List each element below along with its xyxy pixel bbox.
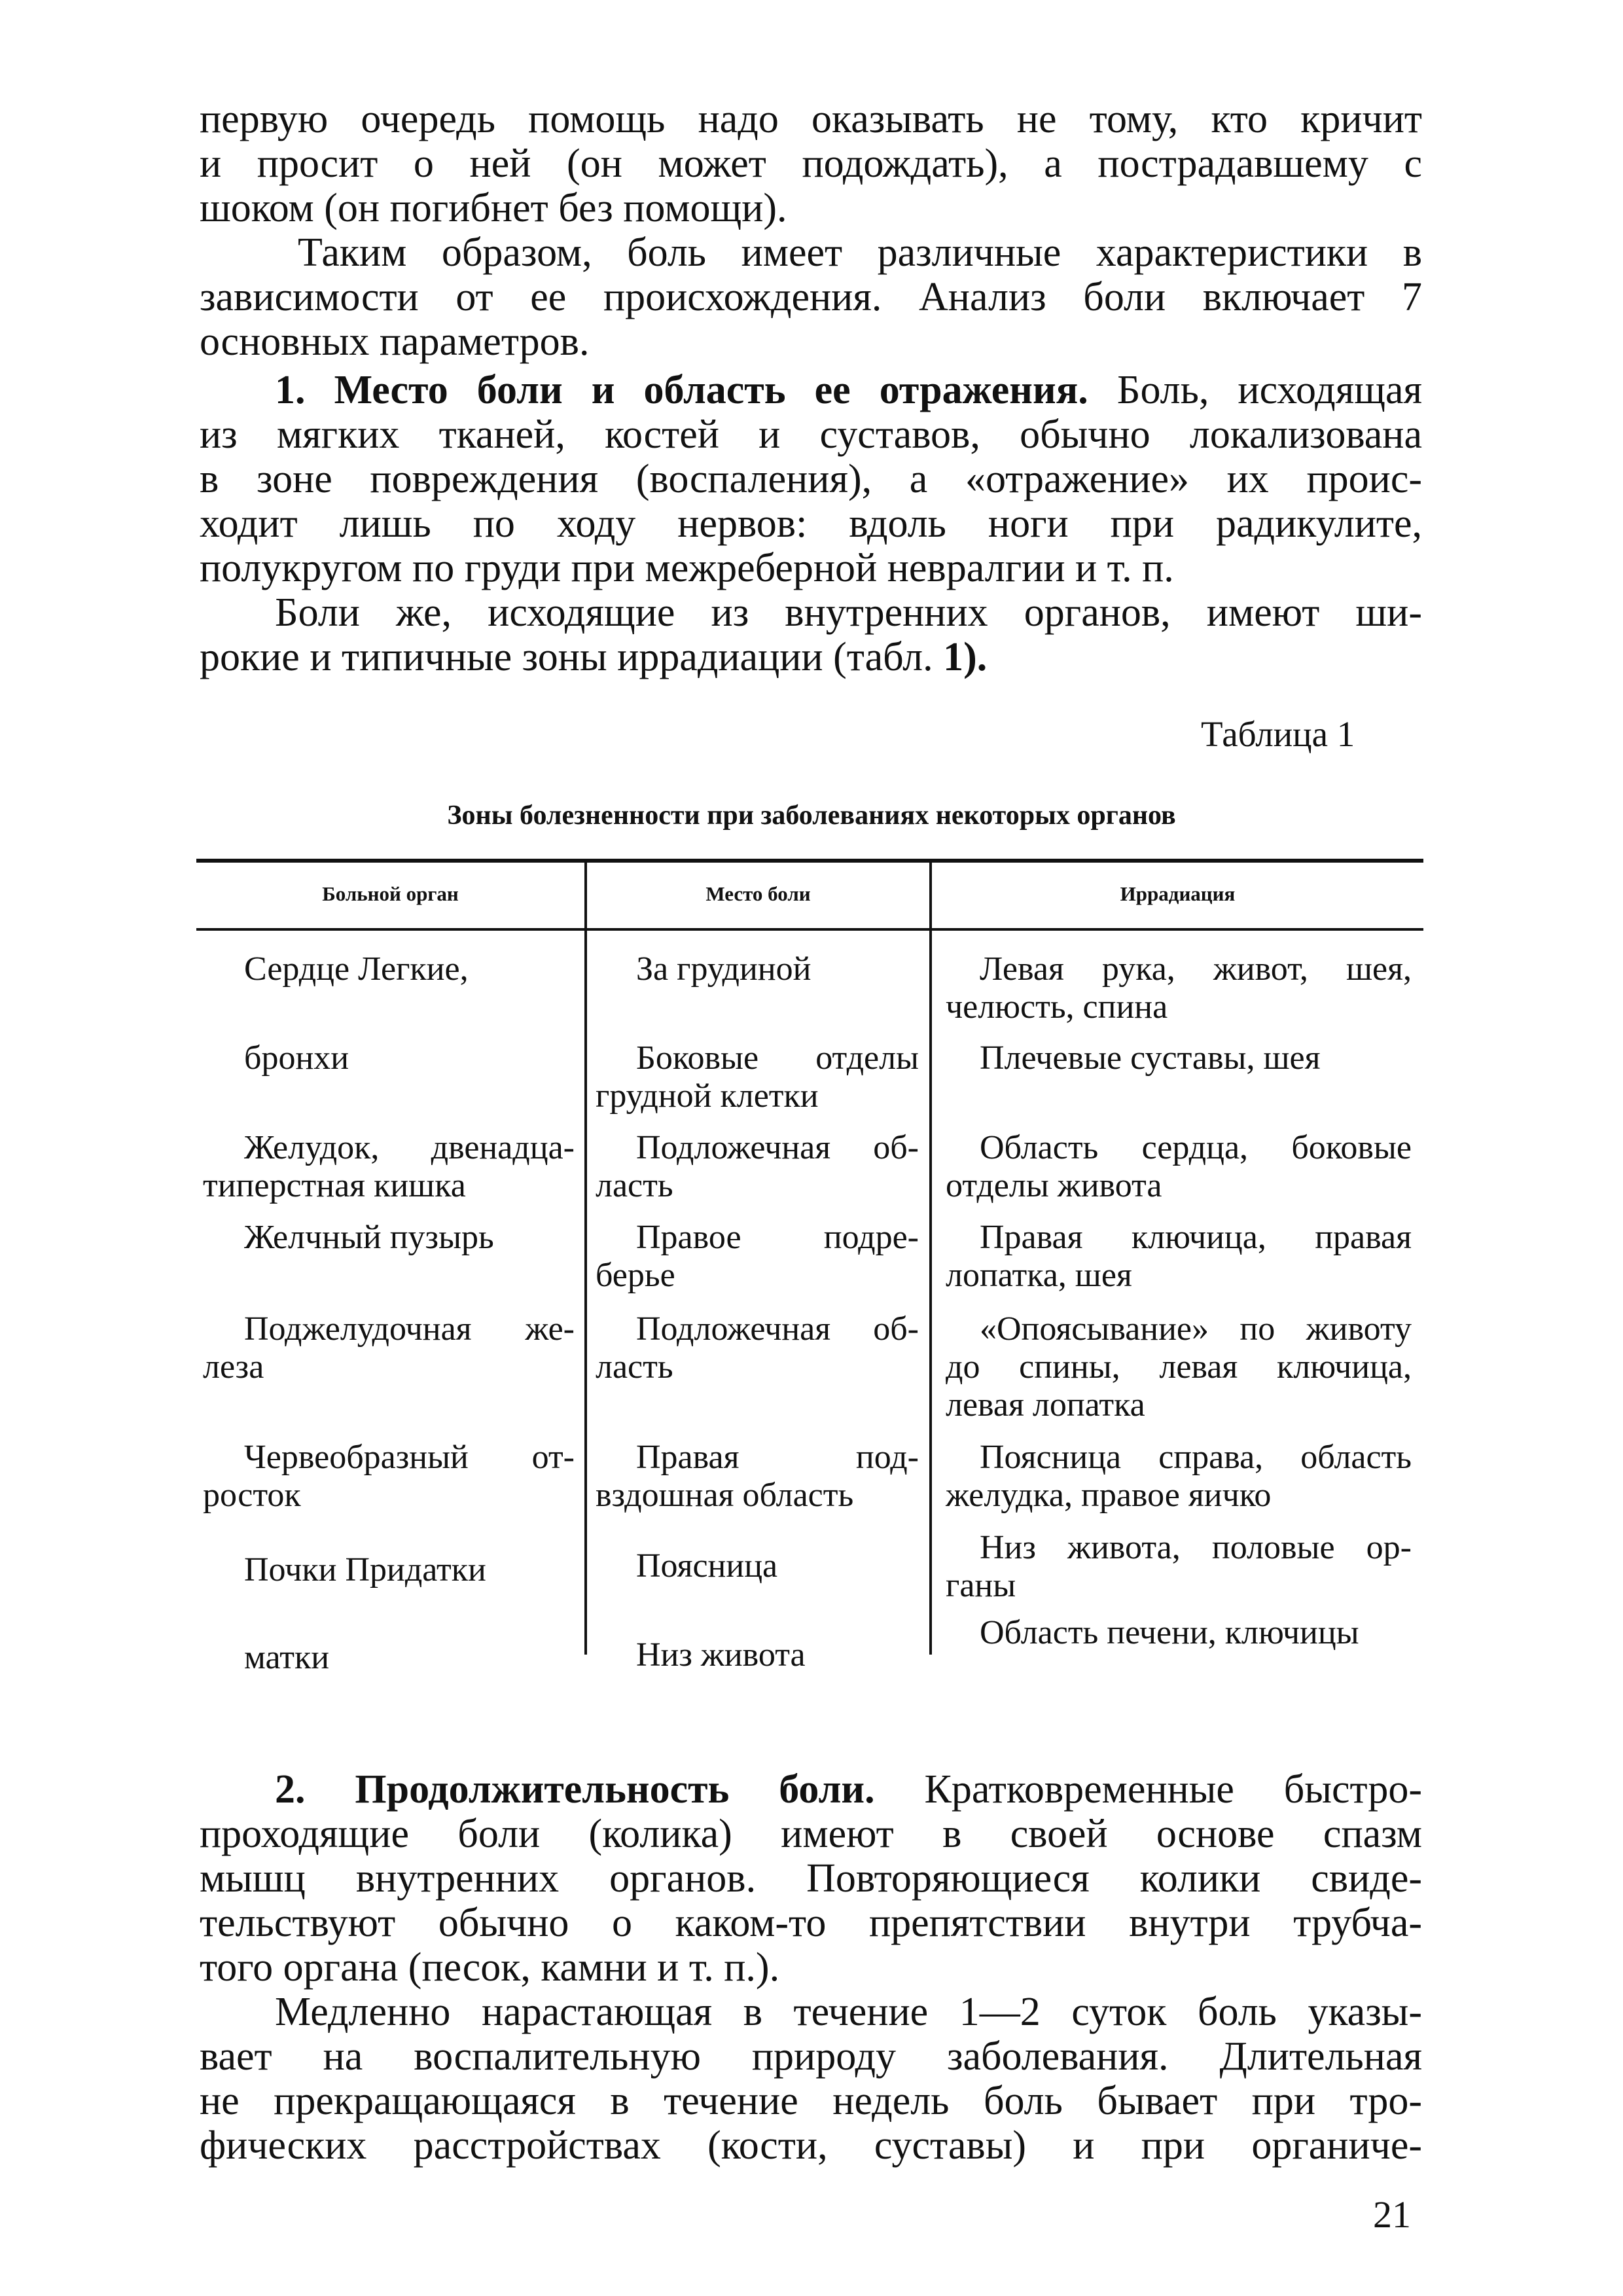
slow-line-4: фических расстройствах (кости, суставы) и при органиче-	[200, 2123, 1422, 2168]
section2-line-5: того органа (песок, камни и т. п.).	[200, 1945, 780, 1990]
pain-site-cell: Подложечная об-	[636, 1310, 919, 1348]
section2-line-3: мышц внутренних органов. Повторяющиеся колики свиде-	[200, 1856, 1422, 1901]
section1-line-5: полукругом по груди при межреберной невралгии и т. п.	[200, 546, 1174, 590]
irradiation-cell: Низ живота, половые ор-	[980, 1529, 1412, 1566]
organ-cell: типерстная кишка	[203, 1167, 466, 1204]
table-column-divider-1	[584, 863, 587, 1655]
organ-cell: Поджелудочная же-	[244, 1310, 575, 1348]
pain-site-cell: Поясница	[636, 1547, 778, 1585]
irradiation-cell: Область печени, ключицы	[980, 1614, 1359, 1651]
table-header-rule	[196, 928, 1423, 931]
header-irradiation: Иррадиация	[1120, 882, 1236, 905]
table-title: Зоны болезненности при заболеваниях некоторых органов	[447, 800, 1176, 831]
table-top-rule	[196, 859, 1423, 863]
section2-first-line	[275, 1767, 1422, 1812]
slow-line-3: не прекращающаяся в течение недель боль бывает при тро-	[200, 2079, 1422, 2123]
section1-first-line	[275, 368, 1422, 412]
irradiation-cell: левая лопатка	[946, 1386, 1145, 1424]
pain-site-cell: ласть	[596, 1167, 673, 1204]
pain-site-cell: Боковые отделы	[636, 1039, 919, 1077]
slow-line-1: Медленно нарастающая в течение 1—2 суток боль указы-	[275, 1990, 1422, 2034]
irradiation-cell: Плечевые суставы, шея	[980, 1039, 1321, 1077]
irradiation-cell: лопатка, шея	[946, 1257, 1132, 1294]
section1-line-3: в зоне повреждения (воспаления), а «отражение» их проис-	[200, 457, 1422, 501]
irradiation-cell: челюсть, спина	[946, 988, 1168, 1026]
header-organ: Больной орган	[322, 882, 459, 905]
irradiation-cell: Левая рука, живот, шея,	[980, 950, 1412, 988]
irradiation-cell: «Опоясывание» по животу	[980, 1310, 1412, 1348]
section2-heading: 2. Продолжительность боли.	[275, 1767, 875, 1812]
pain-site-cell: Подложечная об-	[636, 1129, 919, 1166]
irradiation-cell: желудка, правое яичко	[946, 1477, 1272, 1514]
irradiation-cell: Правая ключица, правая	[980, 1219, 1412, 1256]
summary-line-3: основных параметров.	[200, 319, 590, 364]
intro-line-3: шоком (он погибнет без помощи).	[200, 186, 787, 230]
pain-site-cell: вздошная область	[596, 1477, 854, 1514]
organ-cell: Желудок, двенадца-	[244, 1129, 575, 1166]
irradiation-cell: до спины, левая ключица,	[946, 1348, 1412, 1386]
section1-heading: 1. Место боли и область ее отражения.	[275, 368, 1088, 412]
table-caption: Таблица 1	[1201, 714, 1355, 754]
intro-line-1: первую очередь помощь надо оказывать не тому, кто кричит	[200, 97, 1422, 141]
summary-line-1: Таким образом, боль имеет различные характеристики в	[298, 230, 1422, 275]
pain-site-cell: Правая под-	[636, 1439, 919, 1476]
section2-line-2: проходящие боли (колика) имеют в своей основе спазм	[200, 1812, 1422, 1856]
section2-line-4: тельствуют обычно о каком-то препятствии внутри трубча-	[200, 1901, 1422, 1945]
organ-cell: матки	[244, 1639, 330, 1676]
irradiation-cell: Поясница справа, область	[980, 1439, 1412, 1476]
internal-line-1: Боли же, исходящие из внутренних органов, имеют ши-	[275, 590, 1422, 635]
slow-line-2: вает на воспалительную природу заболевания. Длительная	[200, 2034, 1422, 2079]
table-column-divider-2	[929, 863, 932, 1655]
organ-cell: леза	[203, 1348, 264, 1386]
pain-site-cell: грудной клетки	[596, 1077, 819, 1115]
section1-line-2: из мягких тканей, костей и суставов, обычно локализована	[200, 412, 1422, 457]
section1-line-4: ходит лишь по ходу нервов: вдоль ноги при радикулите,	[200, 501, 1422, 546]
pain-site-cell: Низ живота	[636, 1636, 806, 1674]
table-reference: 1).	[943, 635, 988, 679]
page-number: 21	[1373, 2193, 1411, 2236]
irradiation-cell: отделы живота	[946, 1167, 1162, 1204]
organ-cell: Почки Придатки	[244, 1551, 486, 1588]
organ-cell: бронхи	[244, 1039, 349, 1077]
irradiation-cell: ганы	[946, 1567, 1016, 1604]
summary-line-2: зависимости от ее происхождения. Анализ боли включает 7	[200, 275, 1422, 319]
organ-cell: Червеобразный от-	[244, 1439, 575, 1476]
organ-cell: Желчный пузырь	[244, 1219, 494, 1256]
internal-line-2	[200, 635, 987, 679]
section2-first-rest: Кратковременные быстро-	[874, 1767, 1422, 1812]
pain-site-cell: За грудиной	[636, 950, 812, 988]
pain-site-cell: берье	[596, 1257, 675, 1294]
pain-site-cell: ласть	[596, 1348, 673, 1386]
section1-first-rest: Боль, исходящая	[1088, 368, 1422, 412]
organ-cell: Сердце Легкие,	[244, 950, 469, 988]
intro-line-2: и просит о ней (он может подождать), а пострадавшему с	[200, 141, 1422, 186]
pain-site-cell: Правое подре-	[636, 1219, 919, 1256]
internal-line-2-text: рокие и типичные зоны иррадиации (табл.	[200, 635, 944, 679]
organ-cell: росток	[203, 1477, 301, 1514]
header-pain-site: Место боли	[705, 882, 811, 905]
irradiation-cell: Область сердца, боковые	[980, 1129, 1412, 1166]
